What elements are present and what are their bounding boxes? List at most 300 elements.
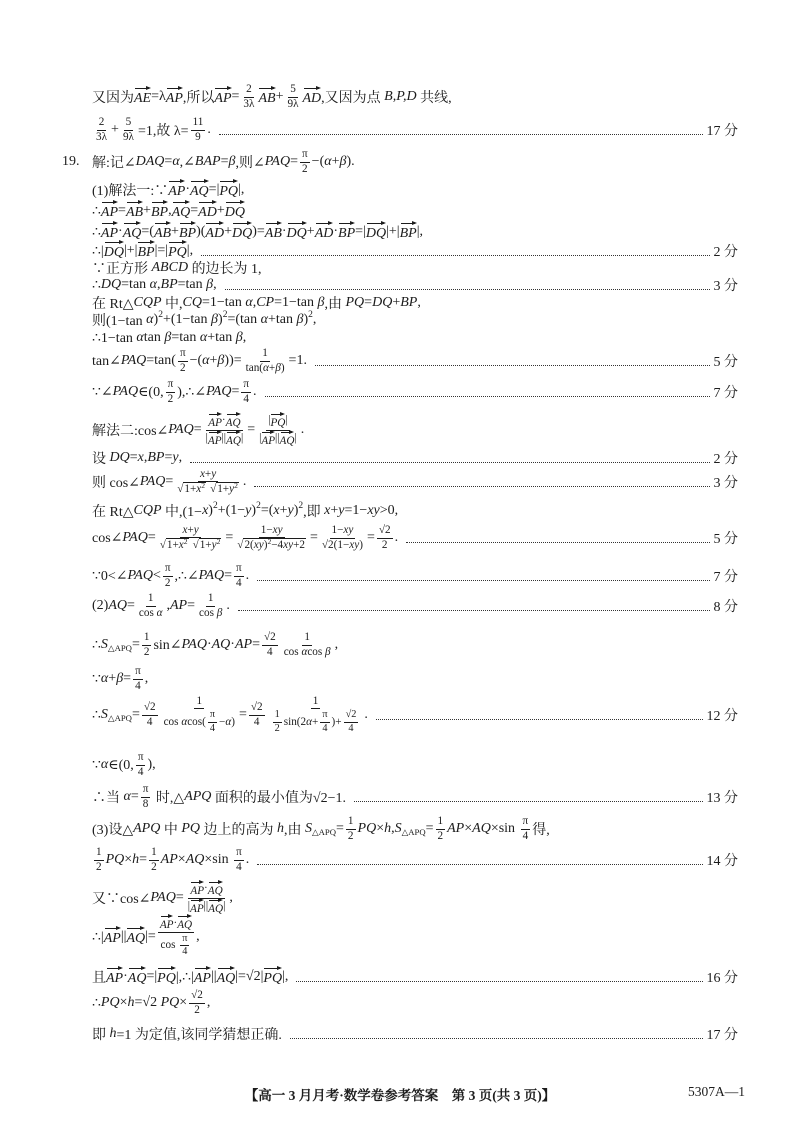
text-run: = [190,203,199,218]
text-run: + [171,224,179,239]
fraction-numerator [330,524,356,538]
text-run: =| [146,969,158,984]
math-variable: B,P,D [384,89,417,104]
text-run: |+| [386,224,400,239]
fraction-denominator [234,861,244,874]
fraction-numerator [260,347,270,361]
text-run: 中,(1− [161,505,203,520]
text-run: cos [138,606,157,619]
answer-line-content [92,592,230,620]
text-run: cos [283,645,302,658]
answer-line-content [92,665,148,693]
fraction [273,709,282,735]
page-code: 5307A—1 [688,1084,745,1099]
text-run: ∴| [92,243,104,259]
text-run: | [205,432,208,445]
text-run: = [364,295,373,310]
text-run: √ 1+ [166,539,179,551]
text-run: ∈(0, [138,384,164,400]
math-variable: PAQ [206,384,232,399]
text-run: = [225,530,234,545]
fraction-numerator [262,631,278,645]
math-variable: PQ [160,995,180,1010]
math-variable: PQ [100,995,120,1010]
math-variable: y [193,523,199,536]
fraction-denominator [149,861,159,874]
text-run: (2) [92,598,109,613]
score-points: 16 分 [706,971,738,986]
text-run: | [294,432,297,445]
math-variable: BAP [194,154,221,169]
text-run: 2 [437,829,444,842]
superscript: 2 [234,480,238,490]
text-run: = [252,637,260,652]
text-run: (3)设△ [92,823,134,838]
text-run: π [167,378,174,391]
text-run: ) [293,503,299,518]
math-variable: α [324,154,332,169]
text-run: = [131,637,140,652]
vector-symbol: PQ [157,967,176,987]
score-points: 17 分 [706,1028,738,1043]
math-variable: α [136,330,144,345]
math-variable: AP [234,637,253,652]
math-variable: y [338,503,345,518]
math-variable: CQP [133,295,162,310]
text-run: cos [307,645,326,658]
text-run: ). [346,154,355,169]
dot-leader [257,864,702,865]
fraction-numerator [178,347,188,361]
text-run: 4 [146,715,153,728]
math-variable: α [199,330,208,345]
radicand [199,538,222,552]
text-run: −( [189,353,203,368]
fraction-numerator [288,83,298,97]
vector-symbol: PQ [270,413,285,430]
text-run: =tan [171,330,200,345]
fraction-numerator [158,915,194,933]
math-variable: α [181,715,188,728]
math-variable: APQ [133,821,161,836]
text-run: =1−tan [201,295,246,310]
text-run: || [221,432,227,445]
math-variable: β [317,295,325,310]
vector-symbol: BP [400,222,417,242]
math-variable: β [116,671,124,686]
text-run: 2 [179,361,186,374]
text-run: 2 [143,645,150,658]
text-run: ) [153,312,159,327]
text-run: )( [196,224,206,239]
math-variable: xy [343,524,354,537]
score-points: 12 分 [706,709,738,724]
vector-symbol: AQ [226,431,241,448]
math-variable: AQ [211,637,231,652]
math-variable: DQ [109,450,130,465]
text-run: 2 [98,116,105,129]
text-run: · [123,969,128,984]
superscript: 2 [216,536,221,546]
fraction-numerator [136,751,146,765]
math-variable: BP [160,277,178,292]
fraction-denominator [273,723,282,735]
fraction-denominator [137,607,165,620]
text-run: ∵正方形 [92,262,152,277]
fraction-numerator [208,709,217,722]
text-run: × [376,821,385,836]
text-run: ,所以 [182,91,215,106]
math-variable: S [394,821,402,836]
fraction-numerator [249,701,265,715]
fraction-denominator [162,709,237,735]
math-variable: xy [253,539,264,551]
fraction-numerator [521,815,531,829]
text-run: 5 [125,116,132,129]
math-variable: PAQ [168,422,194,437]
vector-symbol: AB [126,201,143,221]
fraction-denominator [145,716,155,729]
text-run: + [312,715,319,728]
text-run: √ 1+ [199,539,212,551]
text-run: tan( [245,361,264,374]
text-run: 4 [243,392,250,405]
text-run: , [252,295,257,310]
text-run: × [124,852,133,867]
math-variable: PQ [345,295,365,310]
subscript: △APQ [107,712,132,723]
dot-leader [257,580,709,581]
math-variable: PAQ [264,154,291,169]
math-variable: DQ [100,277,122,292]
text-run: , [166,598,170,613]
text-run: ) [280,361,285,374]
text-run: √ 1+ [184,483,197,495]
score-points: 14 分 [706,854,738,869]
text-run: || [120,929,127,944]
vector-symbol: AP [168,180,185,200]
fraction-numerator [188,881,224,899]
text-run: ))= [224,353,242,368]
text-run: ∴ [92,277,101,293]
text-run: − [219,715,226,728]
text-run: , [242,330,247,345]
radicand [243,538,306,552]
fraction [344,709,359,735]
text-run: , [157,277,161,292]
fraction-numerator [133,665,143,679]
text-run: + [275,89,284,104]
fraction-numerator [344,709,359,722]
text-run: ,由 [324,297,346,312]
math-variable: PQ [181,821,200,836]
vector-symbol: AD [315,222,334,242]
text-run: · [333,224,339,239]
text-run: =1,故 λ= [137,124,189,139]
math-variable: xy [283,539,294,551]
answer-line [92,691,738,739]
fraction [234,846,244,874]
text-run: =( [260,503,274,518]
math-variable: BP [400,295,418,310]
text-run: | [223,900,226,913]
math-variable: y [211,467,217,480]
vector-symbol: DQ [104,241,124,261]
math-variable: h [109,1026,117,1041]
text-run: )+ [331,715,342,728]
text-run: ), [147,757,156,772]
text-run: + [306,224,315,239]
text-run: +(1− [217,503,246,518]
dot-leader [376,719,703,720]
text-run: = [224,568,232,583]
text-run: 则(1−tan [92,314,147,329]
text-run: =| [355,224,366,239]
math-variable: y [229,483,235,495]
vector-symbol: AP [190,899,204,916]
radicand [166,538,189,552]
fraction-numerator [142,631,152,645]
fraction-numerator [141,783,151,797]
vector-symbol: AP [160,915,174,932]
fraction-numerator [191,116,206,130]
vector-symbol: AB [265,222,282,242]
math-variable: xy [272,523,283,536]
text-run: ∴当 [92,791,124,806]
text-run: 4 [267,645,273,658]
math-variable: x [202,503,209,518]
math-variable: PAQ [127,568,153,583]
math-variable: α [245,295,253,310]
score-points: 2 分 [713,245,738,260]
text-run: 4 [348,722,354,734]
text-run: 在 Rt△ [92,297,134,312]
text-run: |,∴| [175,969,194,985]
fraction-numerator [320,709,329,722]
text-run: |= [145,929,156,944]
score-points: 7 分 [713,386,738,401]
fraction [235,524,308,553]
text-run: . [364,707,368,722]
text-run: =λ [151,89,166,104]
math-variable: DQ [372,295,393,310]
text-run: ),∴∠ [177,384,207,400]
text-run: 4 [209,722,215,734]
text-run: 1 [147,592,154,605]
text-run: 1 [262,347,268,360]
text-run: 又∵cos∠ [92,892,151,907]
math-variable: α [301,645,308,658]
math-variable: β [325,645,331,658]
math-variable: PQ [105,852,125,867]
vector-symbol: AP [106,967,123,987]
fraction-denominator [380,539,390,552]
math-variable: x [178,539,184,551]
text-run: ) [263,539,268,551]
text-run: 1 [347,815,354,828]
text-run: π [236,846,242,859]
text-run: ×sin [204,852,233,867]
vector-symbol: AQ [177,915,192,932]
text-run: π [135,665,141,678]
dot-leader [219,134,703,135]
answer-line-content [92,695,368,735]
text-run: π [302,148,308,161]
text-run: , [144,671,149,686]
text-run: · [281,224,287,239]
text-run: =tan( [146,353,176,368]
text-run: × [464,821,473,836]
text-run: ,∴∠ [174,568,199,584]
text-run: 时,△ [152,791,185,806]
text-run: + [187,523,194,536]
text-run: ∴| [92,929,104,945]
text-run: + [330,503,339,518]
text-run: |, [186,243,194,258]
text-run: √ 2( [244,539,254,551]
answer-line-content [92,524,398,553]
vector-symbol: AQ [172,201,191,221]
text-run: || [210,969,217,984]
math-variable: ABCD [151,260,189,275]
text-run: + [209,353,218,368]
text-run: = [336,821,344,836]
math-variable: β [235,330,243,345]
answer-line-content [92,881,233,916]
vector-symbol: AE [134,87,151,107]
text-run: |+| [123,243,138,258]
math-variable: AQ [472,821,491,836]
text-run: = [310,530,318,545]
text-run: 9 [195,130,201,143]
score-points: 3 分 [713,476,738,491]
math-variable: α [202,353,210,368]
text-run: . [300,422,305,437]
text-run: √2(1− [321,538,350,551]
math-variable: α [156,606,163,619]
text-run: = [247,422,256,437]
fraction-numerator [259,524,285,538]
fraction-numerator [163,562,173,576]
math-variable: AP [447,821,465,836]
fraction-numerator [198,468,218,482]
math-variable: β [164,330,172,345]
text-run: |, [282,969,289,984]
fraction-denominator [320,539,365,552]
math-variable: xy [349,538,360,551]
fraction-numerator [166,378,176,392]
text-run: , [196,929,200,944]
text-run: , [229,890,233,905]
text-run: + [108,671,117,686]
text-run: 2 [302,162,308,175]
text-run: ∵ [92,671,101,687]
text-run: cos [163,715,182,728]
math-variable: h [127,995,135,1010]
dot-leader [265,396,710,397]
text-run: 1− [260,523,273,536]
fraction-numerator [124,116,134,130]
text-run: = [193,422,202,437]
fraction-numerator [206,592,216,606]
fraction-numerator [180,933,189,946]
math-variable: α [100,757,109,772]
text-run: 1 [274,709,280,721]
vector-symbol: AB [154,222,171,242]
text-run: 边上的高为 [199,823,277,838]
text-run: = [231,89,240,104]
math-variable: PAQ [120,353,147,368]
text-run: 1 [207,592,214,605]
superscript: 2 [158,309,163,320]
fraction [377,524,393,552]
vector-symbol: AP [190,881,204,898]
math-variable: DAQ [135,154,165,169]
math-variable: x [196,483,202,495]
vector-symbol: PQ [168,241,187,261]
math-variable: y [287,503,294,518]
dot-leader [315,365,710,366]
text-run: 8 [142,797,149,810]
text-run: ) [303,312,309,327]
text-run: 中, [161,297,183,312]
text-run: = [238,707,247,722]
text-run: , [391,821,395,836]
math-variable: β [216,606,223,619]
vector-symbol: AD [198,201,217,221]
vector-symbol: AQ [128,967,147,987]
math-variable: x [199,467,205,480]
fraction-denominator [235,538,308,552]
fraction-numerator [146,592,156,606]
fraction [149,846,159,874]
math-variable: AQ [108,598,127,613]
text-run: · [118,224,123,239]
text-run: 4 [322,722,328,734]
text-run: = [123,671,132,686]
text-run: + [268,361,276,374]
text-run: ) [208,503,213,518]
fraction [142,701,158,729]
superscript: 2 [201,480,206,490]
math-variable: α [263,361,269,374]
subscript: △APQ [401,826,426,837]
text-run: 2 [151,860,157,873]
vector-symbol: PQ [263,967,282,987]
fraction-numerator [302,631,312,645]
fraction-denominator [241,393,251,406]
math-variable: xy [367,503,380,518]
fraction [320,524,365,552]
text-run: √2 [263,631,276,644]
text-run: + [204,467,212,480]
math-variable: CQ [182,295,202,310]
text-run: · [204,882,208,895]
superscript: 2 [267,536,272,546]
text-run: ∴ [92,707,101,723]
text-run: =| [208,182,220,197]
math-variable: x [137,450,144,465]
text-run: 2 [246,83,252,96]
vector-symbol: DQ [232,222,252,242]
text-run: π [182,933,188,945]
score-points: 5 分 [713,532,738,547]
math-variable: β [228,154,236,169]
text-run: · [230,637,235,652]
math-variable: x [182,523,188,536]
text-run: 设 [92,452,110,467]
fraction-denominator [158,538,224,552]
